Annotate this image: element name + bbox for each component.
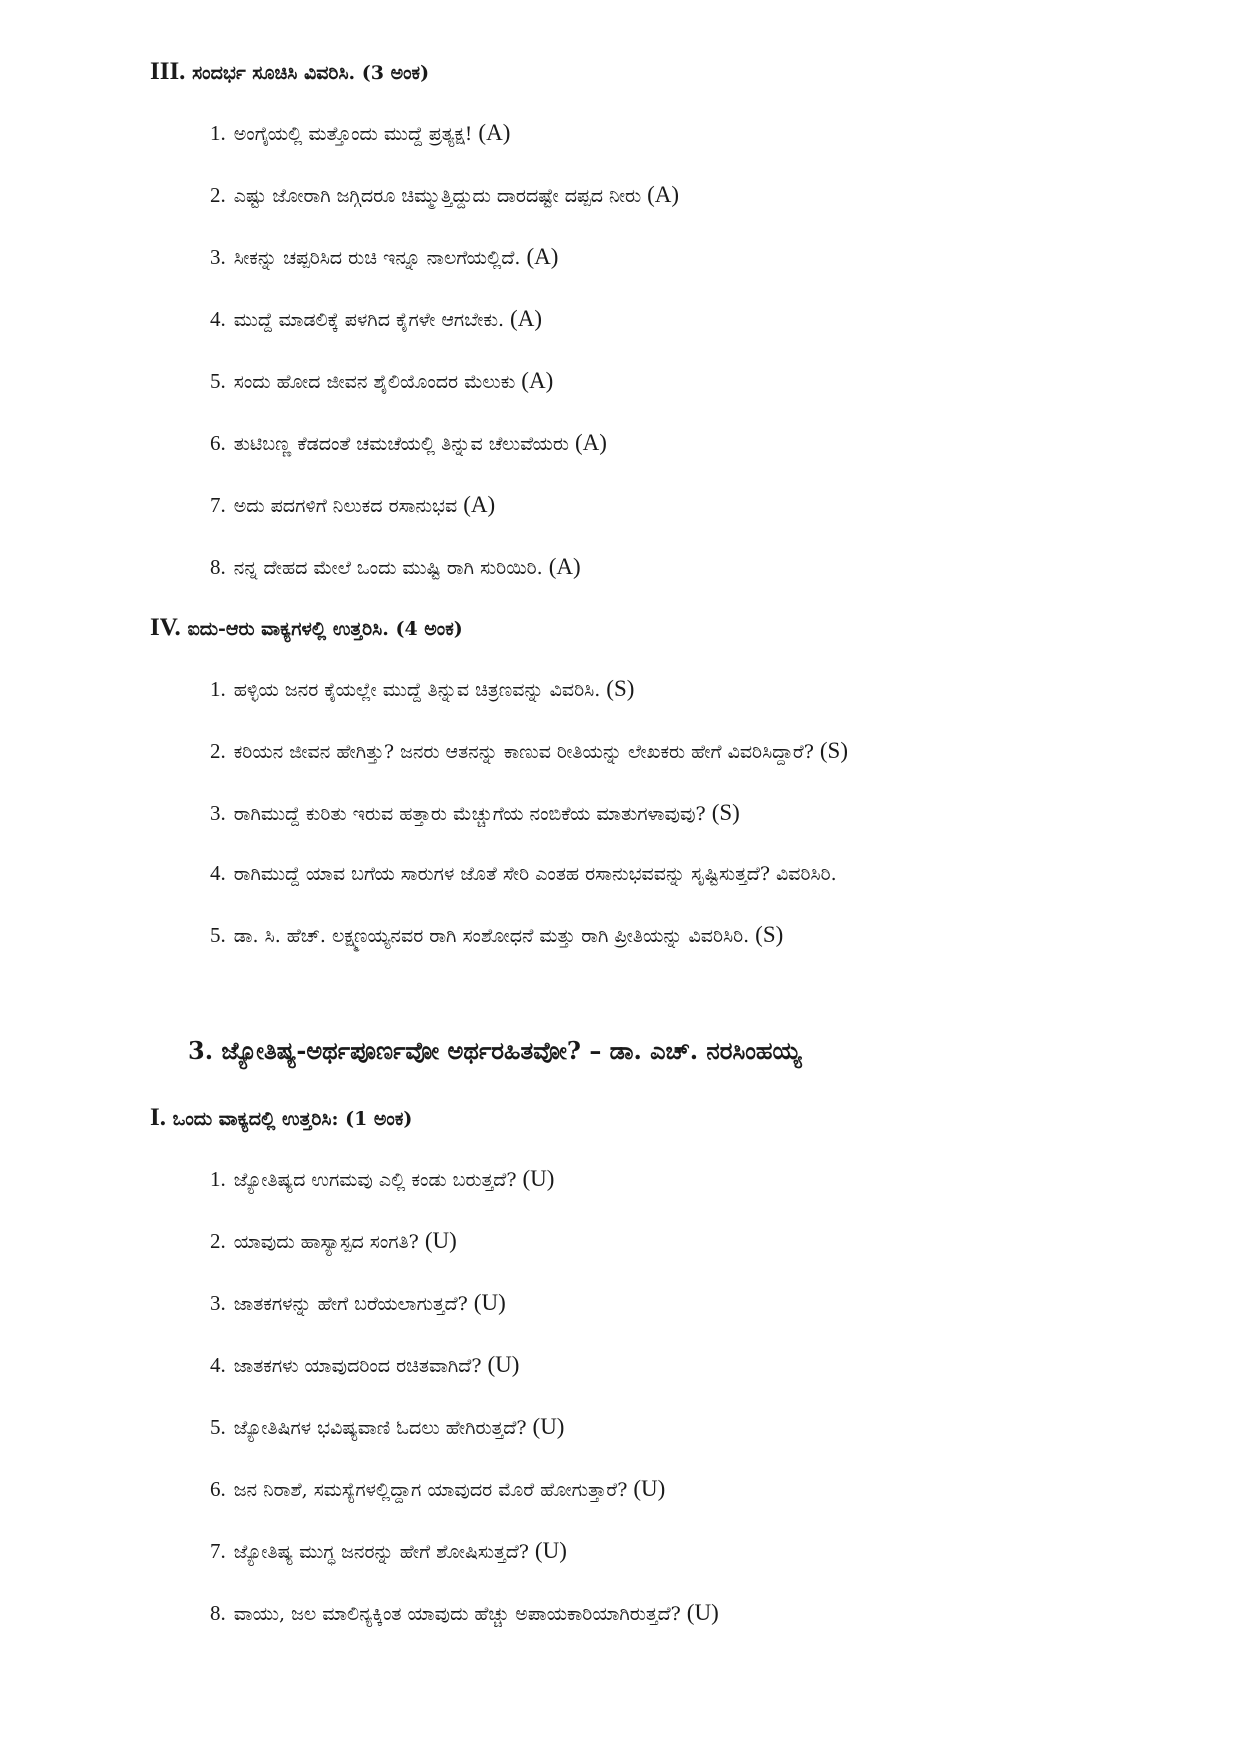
item-tag: (U) <box>532 1414 565 1439</box>
item-number: 6. <box>210 431 226 455</box>
item-tag: (U) <box>487 1352 520 1377</box>
section-title: ಐದು-ಆರು ವಾಕ್ಯಗಳಲ್ಲಿ ಉತ್ತರಿಸಿ. (4 ಅಂಕ) <box>187 618 463 640</box>
list-item <box>210 1228 457 1254</box>
item-tag: (A) <box>548 554 581 579</box>
item-tag: (S) <box>819 738 849 763</box>
item-tag: (A) <box>521 368 554 393</box>
item-number: 2. <box>210 739 226 763</box>
item-text: ಜನ ನಿರಾಶೆ, ಸಮಸ್ಯೆಗಳಲ್ಲಿದ್ದಾಗ ಯಾವುದರ ಮೊರೆ ಹೋಗುತ್ತಾರೆ? <box>233 1479 628 1501</box>
list-item <box>210 1352 519 1378</box>
item-text: ಜಾತಕಗಳು ಯಾವುದರಿಂದ ರಚಿತವಾಗಿದೆ? <box>233 1355 482 1377</box>
item-number: 4. <box>210 861 226 885</box>
item-tag: (U) <box>534 1538 567 1563</box>
item-number: 5. <box>210 923 226 947</box>
item-number: 7. <box>210 1539 226 1563</box>
section-heading-i <box>150 1104 412 1132</box>
list-item <box>210 1414 564 1440</box>
item-tag: (U) <box>686 1600 719 1625</box>
list-item <box>210 1600 719 1626</box>
chapter-number: 3. <box>188 1036 214 1065</box>
section-numeral: III. <box>150 58 186 85</box>
list-item <box>210 800 740 826</box>
item-number: 2. <box>210 1229 226 1253</box>
item-tag: (S) <box>755 922 784 947</box>
item-number: 5. <box>210 1415 226 1439</box>
section-title: ಒಂದು ವಾಕ್ಯದಲ್ಲಿ ಉತ್ತರಿಸಿ: (1 ಅಂಕ) <box>172 1108 413 1130</box>
item-text: ಜಾತಕಗಳನ್ನು ಹೇಗೆ ಬರೆಯಲಾಗುತ್ತದೆ? <box>233 1293 468 1315</box>
list-item <box>210 1476 665 1502</box>
section-title: ಸಂದರ್ಭ ಸೂಚಿಸಿ ವಿವರಿಸಿ. (3 ಅಂಕ) <box>192 62 430 84</box>
item-text: ಅದು ಪದಗಳಿಗೆ ನಿಲುಕದ ರಸಾನುಭವ <box>233 495 458 517</box>
item-number: 2. <box>210 183 226 207</box>
item-text: ಕರಿಯನ ಜೀವನ ಹೇಗಿತ್ತು? ಜನರು ಆತನನ್ನು ಕಾಣುವ ರೀತಿಯನ್ನು ಲೇಖಕರು ಹೇಗೆ ವಿವರಿಸಿದ್ದಾರೆ? <box>233 741 814 763</box>
item-tag: (A) <box>574 430 607 455</box>
item-text: ಜ್ಯೋತಿಷ್ಯದ ಉಗಮವು ಎಲ್ಲಿ ಕಂಡು ಬರುತ್ತದೆ? <box>233 1169 517 1191</box>
section-heading-iv <box>150 614 463 642</box>
list-item <box>210 922 783 948</box>
item-text: ಮುದ್ದೆ ಮಾಡಲಿಕ್ಕೆ ಪಳಗಿದ ಕೈಗಳೇ ಆಗಬೇಕು. <box>233 309 505 331</box>
item-tag: (S) <box>606 676 635 701</box>
section-numeral: I. <box>150 1104 166 1131</box>
item-text: ಅಂಗೈಯಲ್ಲಿ ಮತ್ತೊಂದು ಮುದ್ದೆ ಪ್ರತ್ಯಕ್ಷ! <box>233 123 473 145</box>
item-number: 1. <box>210 121 226 145</box>
item-text: ತುಟಿಬಣ್ಣ ಕೆಡದಂತೆ ಚಮಚೆಯಲ್ಲಿ ತಿನ್ನುವ ಚೆಲುವೆಯರು <box>233 433 569 455</box>
item-number: 4. <box>210 1353 226 1377</box>
item-text: ಎಷ್ಟು ಜೋರಾಗಿ ಜಗ್ಗಿದರೂ ಚಿಮ್ಮುತ್ತಿದ್ದುದು ದಾರದಷ್ಟೇ ದಪ್ಪದ ನೀರು <box>233 185 642 207</box>
item-tag: (S) <box>711 800 740 825</box>
item-text: ಸಂದು ಹೋದ ಜೀವನ ಶೈಲಿಯೊಂದರ ಮೆಲುಕು <box>233 371 516 393</box>
list-item <box>210 1166 554 1192</box>
section-heading-iii <box>150 58 429 86</box>
list-item <box>210 676 634 702</box>
item-text: ನನ್ನ ದೇಹದ ಮೇಲೆ ಒಂದು ಮುಷ್ಟಿ ರಾಗಿ ಸುರಿಯಿರಿ. <box>233 557 543 579</box>
item-text: ಹಳ್ಳಿಯ ಜನರ ಕೈಯಲ್ಲೇ ಮುದ್ದೆ ತಿನ್ನುವ ಚಿತ್ರಣವನ್ನು ವಿವರಿಸಿ. <box>233 679 601 701</box>
item-tag: (A) <box>526 244 559 269</box>
item-tag: (U) <box>424 1228 457 1253</box>
item-number: 8. <box>210 1601 226 1625</box>
item-tag: (A) <box>647 182 680 207</box>
item-text: ವಾಯು, ಜಲ ಮಾಲಿನ್ಯಕ್ಕಿಂತ ಯಾವುದು ಹೆಚ್ಚು ಅಪಾಯಕಾರಿಯಾಗಿರುತ್ತದೆ? <box>233 1603 681 1625</box>
item-text: ಜ್ಯೋತಿಷಿಗಳ ಭವಿಷ್ಯವಾಣಿ ಓದಲು ಹೇಗಿರುತ್ತದೆ? <box>233 1417 527 1439</box>
item-text: ಯಾವುದು ಹಾಸ್ಯಾಸ್ಪದ ಸಂಗತಿ? <box>233 1231 419 1253</box>
list-item <box>210 244 558 270</box>
item-text: ಡಾ. ಸಿ. ಹೆಚ್. ಲಕ್ಷ್ಮಣಯ್ಯನವರ ರಾಗಿ ಸಂಶೋಧನೆ ಮತ್ತು ರಾಗಿ ಪ್ರೀತಿಯನ್ನು ವಿವರಿಸಿರಿ. <box>233 925 750 947</box>
item-text: ಸೀಕನ್ನು ಚಪ್ಪರಿಸಿದ ರುಚಿ ಇನ್ನೂ ನಾಲಗೆಯಲ್ಲಿದೆ. <box>233 247 521 269</box>
item-tag: (U) <box>522 1166 555 1191</box>
chapter-title <box>188 1036 802 1065</box>
item-number: 3. <box>210 245 226 269</box>
item-number: 3. <box>210 1291 226 1315</box>
item-text: ರಾಗಿಮುದ್ದೆ ಕುರಿತು ಇರುವ ಹತ್ತಾರು ಮೆಚ್ಚುಗೆಯ ನಂಬಿಕೆಯ ಮಾತುಗಳಾವುವು? <box>233 803 706 825</box>
item-tag: (U) <box>633 1476 666 1501</box>
chapter-name: ಜ್ಯೋತಿಷ್ಯ-ಅರ್ಥಪೂರ್ಣವೋ ಅರ್ಥರಹಿತವೋ? – ಡಾ. ಎಚ್. ನರಸಿಂಹಯ್ಯ <box>221 1036 802 1065</box>
item-text: ಜ್ಯೋತಿಷ್ಯ ಮುಗ್ಧ ಜನರನ್ನು ಹೇಗೆ ಶೋಷಿಸುತ್ತದೆ? <box>233 1541 529 1563</box>
list-item <box>210 492 495 518</box>
section-numeral: IV. <box>150 614 181 641</box>
list-item <box>210 120 510 146</box>
item-tag: (A) <box>463 492 496 517</box>
item-text: ರಾಗಿಮುದ್ದೆ ಯಾವ ಬಗೆಯ ಸಾರುಗಳ ಜೊತೆ ಸೇರಿ ಎಂತಹ ರಸಾನುಭವವನ್ನು ಸೃಷ್ಟಿಸುತ್ತದೆ? ವಿವರಿಸಿರಿ. <box>233 863 837 885</box>
list-item <box>210 554 581 580</box>
list-item <box>210 306 542 332</box>
list-item <box>210 1538 567 1564</box>
item-number: 5. <box>210 369 226 393</box>
item-tag: (A) <box>478 120 511 145</box>
item-number: 4. <box>210 307 226 331</box>
list-item <box>210 1290 506 1316</box>
list-item <box>210 182 679 208</box>
list-item <box>210 430 607 456</box>
item-number: 8. <box>210 555 226 579</box>
item-number: 6. <box>210 1477 226 1501</box>
item-number: 7. <box>210 493 226 517</box>
item-tag: (U) <box>473 1290 506 1315</box>
item-number: 3. <box>210 801 226 825</box>
list-item <box>210 860 843 886</box>
item-number: 1. <box>210 677 226 701</box>
item-tag: (A) <box>510 306 542 331</box>
item-number: 1. <box>210 1167 226 1191</box>
list-item <box>210 368 553 394</box>
list-item <box>210 738 848 764</box>
